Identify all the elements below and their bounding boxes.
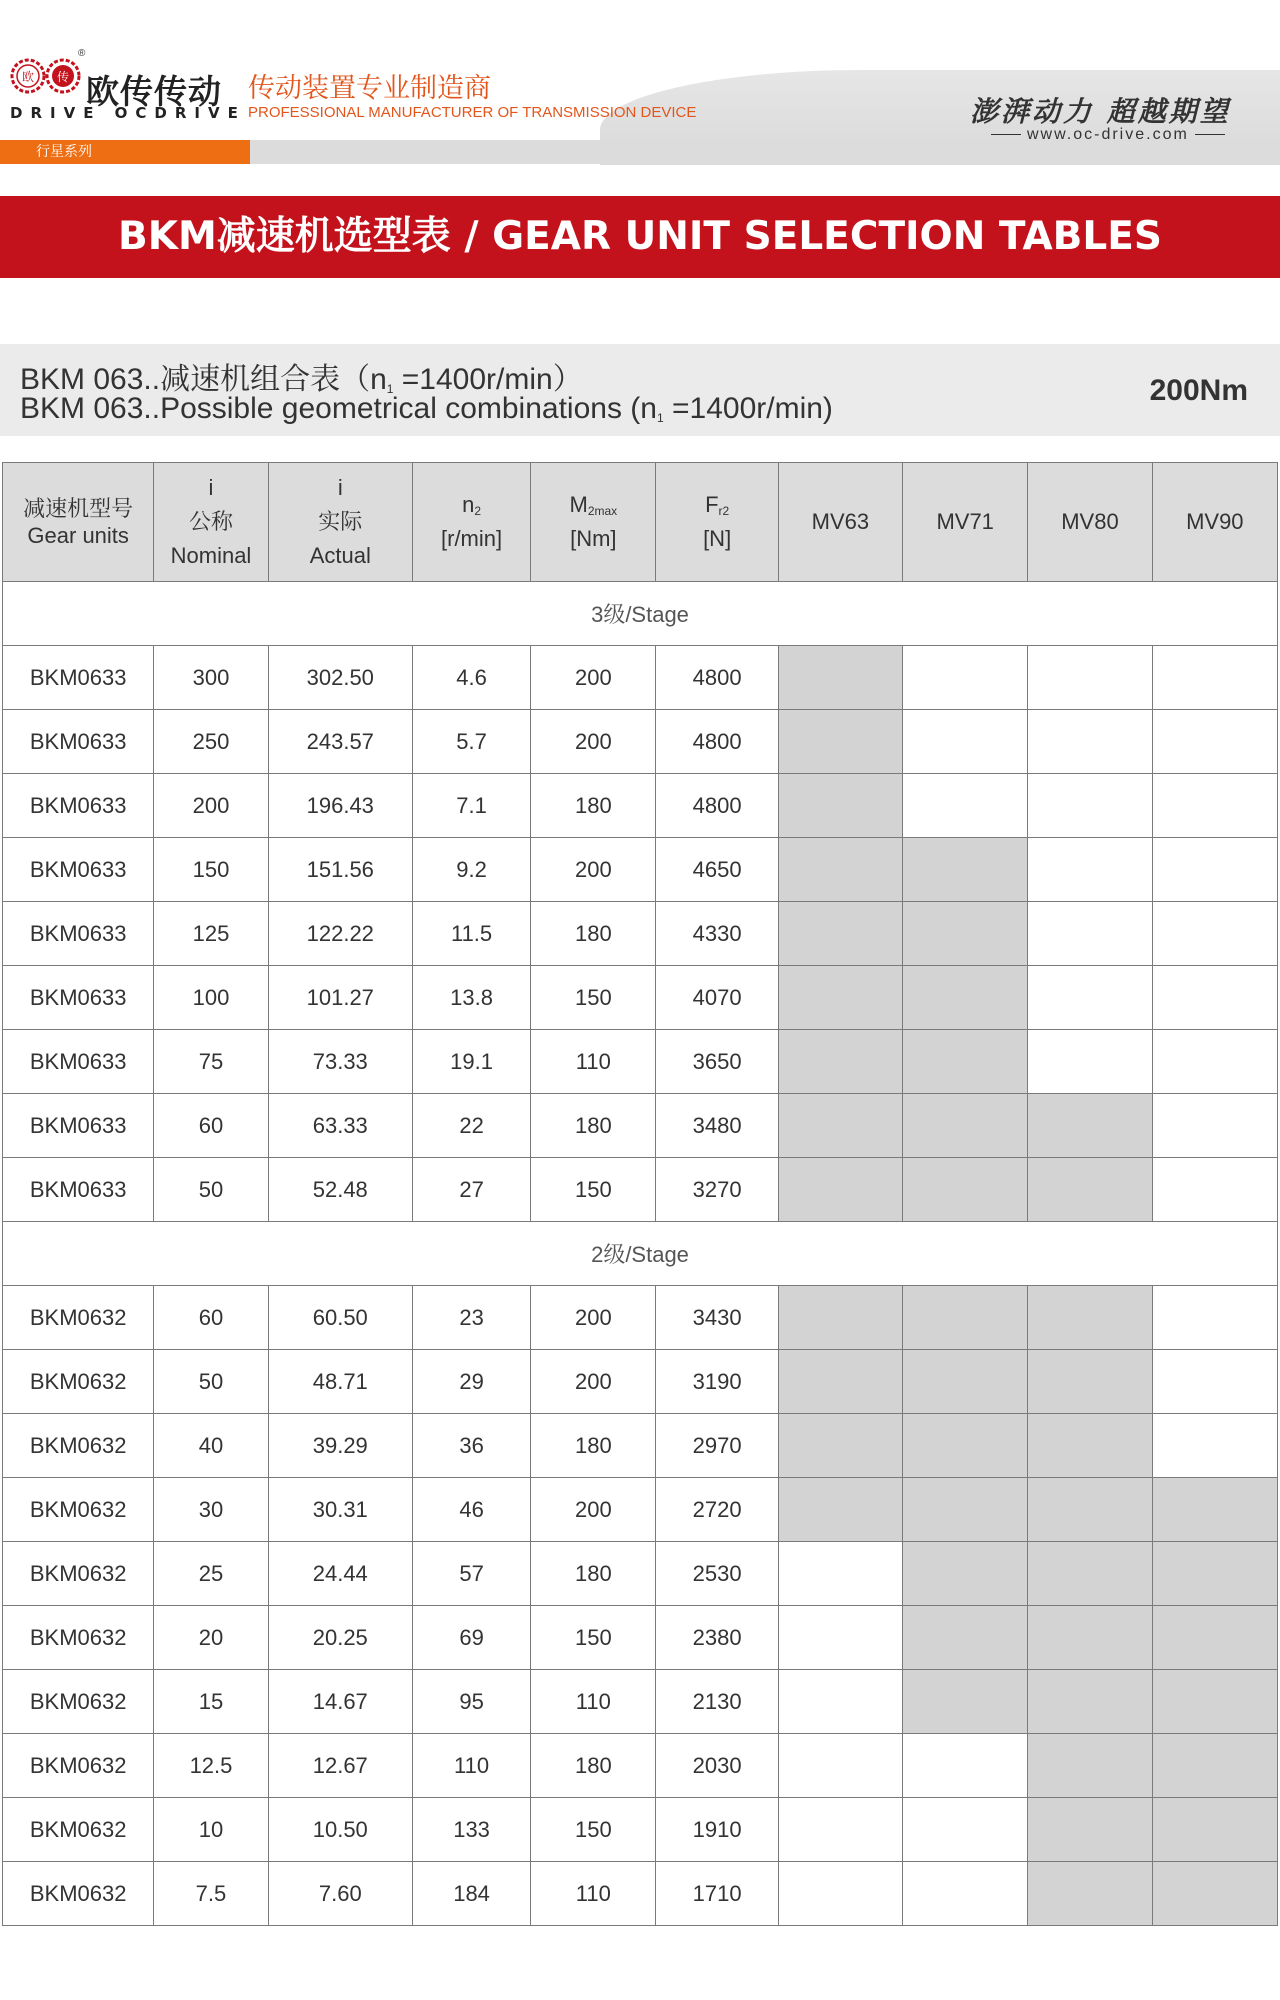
stage-row [3,582,1278,646]
motor-compat-cell [1152,1158,1277,1222]
table-row [3,1798,1278,1862]
page-header [0,0,1280,165]
cell-actual: 30.31 [268,1478,412,1542]
cell-fr: 3430 [656,1286,778,1350]
cell-fr: 4330 [656,902,778,966]
cell-fr: 2130 [656,1670,778,1734]
cell-fr: 4800 [656,710,778,774]
cell-unit: BKM0632 [3,1286,154,1350]
registered-mark: ® [78,48,86,59]
cell-unit: BKM0632 [3,1350,154,1414]
cell-unit: BKM0632 [3,1670,154,1734]
cell-unit: BKM0633 [3,1158,154,1222]
cell-actual: 10.50 [268,1798,412,1862]
header-nominal-en: Nominal [170,543,252,569]
cell-actual: 151.56 [268,838,412,902]
cell-unit: BKM0633 [3,1094,154,1158]
table-row [3,1286,1278,1350]
motor-compat-cell [778,1670,902,1734]
cell-n2: 133 [412,1798,530,1862]
motor-compat-cell [1152,710,1277,774]
cell-nominal: 40 [154,1414,268,1478]
motor-compat-cell [903,774,1028,838]
header-fr-unit: [N] [703,526,732,551]
cell-n2: 23 [412,1286,530,1350]
table-row [3,1414,1278,1478]
company-logo-icon [8,52,84,104]
motor-compat-cell [778,1286,902,1350]
header-motor-mv90: MV90 [1152,463,1277,582]
header-m2-sub: 2max [587,503,618,518]
motor-compat-cell [903,838,1028,902]
cell-n2: 36 [412,1414,530,1478]
header-motor-mv80: MV80 [1028,463,1152,582]
header-radial-load [656,463,778,582]
cell-nominal: 60 [154,1094,268,1158]
cell-m2: 180 [531,1414,656,1478]
logo-glyph-left: 欧 [21,70,35,84]
page-title: BKM减速机选型表 / GEAR UNIT SELECTION TABLES [0,196,1280,278]
header-m2-symbol: M [569,491,588,517]
cell-n2: 4.6 [412,646,530,710]
brand-name-en: DRIVE OCDRIVE [10,104,246,122]
website-text: www.oc-drive.com [1027,126,1189,143]
cell-nominal: 150 [154,838,268,902]
motor-compat-cell [1152,774,1277,838]
brand-name-cn: 欧传传动 [86,72,222,111]
cell-n2: 22 [412,1094,530,1158]
slogan-cn: 传动装置专业制造商 [248,73,491,104]
cell-actual: 60.50 [268,1286,412,1350]
motor-compat-cell [1152,902,1277,966]
cell-fr: 2970 [656,1414,778,1478]
header-actual-en: Actual [309,543,371,569]
cell-fr: 3270 [656,1158,778,1222]
motor-compat-cell [1028,1542,1152,1606]
cell-nominal: 100 [154,966,268,1030]
motor-compat-cell [778,1606,902,1670]
cell-m2: 180 [531,1734,656,1798]
motor-compat-cell [1028,1094,1152,1158]
motor-compat-cell [1028,1414,1152,1478]
motor-compat-cell [778,1478,902,1542]
motor-compat-cell [778,774,902,838]
cell-m2: 200 [531,1478,656,1542]
cell-unit: BKM0633 [3,838,154,902]
cell-n2: 57 [412,1542,530,1606]
cell-m2: 150 [531,1158,656,1222]
subheader-en-post: =1400r/min) [663,392,833,425]
motor-compat-cell [778,838,902,902]
cell-fr: 1710 [656,1862,778,1926]
motor-compat-cell [903,1734,1028,1798]
selection-table [2,462,1278,1926]
motor-compat-cell [1152,1542,1277,1606]
cell-actual: 39.29 [268,1414,412,1478]
company-motto: 澎湃动力 超越期望 [970,95,1231,128]
cell-fr: 4070 [656,966,778,1030]
motor-compat-cell [903,1606,1028,1670]
cell-n2: 19.1 [412,1030,530,1094]
cell-n2: 69 [412,1606,530,1670]
cell-nominal: 20 [154,1606,268,1670]
stage-2-label: 2级/Stage [3,1222,1278,1286]
header-motor-mv63: MV63 [778,463,902,582]
torque-rating: 200Nm [1149,374,1248,407]
cell-m2: 180 [531,774,656,838]
cell-m2: 200 [531,1286,656,1350]
motor-compat-cell [1028,1862,1152,1926]
motor-compat-cell [1028,1478,1152,1542]
cell-unit: BKM0632 [3,1414,154,1478]
stage-row [3,1222,1278,1286]
table-row [3,1542,1278,1606]
header-output-torque [531,463,656,582]
cell-n2: 46 [412,1478,530,1542]
cell-fr: 3650 [656,1030,778,1094]
cell-m2: 200 [531,710,656,774]
motor-compat-cell [778,1734,902,1798]
cell-n2: 184 [412,1862,530,1926]
motor-compat-cell [903,902,1028,966]
header-actual-cn: 实际 [318,508,363,534]
motor-compat-cell [903,646,1028,710]
cell-nominal: 250 [154,710,268,774]
cell-unit: BKM0632 [3,1606,154,1670]
header-m2-label [531,488,655,522]
motor-compat-cell [903,1798,1028,1862]
cell-actual: 12.67 [268,1734,412,1798]
cell-n2: 29 [412,1350,530,1414]
header-nominal-cn: 公称 [188,508,233,534]
header-output-speed [412,463,530,582]
cell-fr: 4650 [656,838,778,902]
motor-compat-cell [1152,966,1277,1030]
motor-compat-cell [778,1158,902,1222]
header-ratio-nominal [154,463,268,582]
cell-unit: BKM0632 [3,1478,154,1542]
cell-unit: BKM0632 [3,1734,154,1798]
motor-compat-cell [1152,1478,1277,1542]
cell-fr: 4800 [656,646,778,710]
cell-unit: BKM0633 [3,966,154,1030]
cell-actual: 196.43 [268,774,412,838]
cell-m2: 110 [531,1862,656,1926]
header-m2-unit: [Nm] [570,526,617,551]
table-body [3,582,1278,1926]
logo-glyph-right: 传 [56,70,70,84]
cell-fr: 3190 [656,1350,778,1414]
header-ratio-actual [268,463,412,582]
motor-compat-cell [903,1670,1028,1734]
table-row [3,838,1278,902]
subheader-cn-post: =1400r/min） [393,363,583,396]
motor-compat-cell [1152,1606,1277,1670]
header-gear-units [3,463,154,582]
motor-compat-cell [1028,1734,1152,1798]
website-link[interactable] [985,126,1231,144]
motor-compat-cell [1152,1414,1277,1478]
header-fr-symbol: F [705,491,719,517]
cell-nominal: 50 [154,1158,268,1222]
cell-unit: BKM0633 [3,646,154,710]
motor-compat-cell [1152,1350,1277,1414]
motor-compat-cell [1152,1094,1277,1158]
cell-actual: 14.67 [268,1670,412,1734]
cell-nominal: 10 [154,1798,268,1862]
cell-actual: 101.27 [268,966,412,1030]
motor-compat-cell [903,1478,1028,1542]
header-fr-label [656,488,777,522]
table-row [3,1350,1278,1414]
motor-compat-cell [1028,710,1152,774]
cell-nominal: 15 [154,1670,268,1734]
table-header-row [3,463,1278,582]
motor-compat-cell [903,1030,1028,1094]
header-gear-units-cn: 减速机型号 [23,495,134,521]
motor-compat-cell [1028,1158,1152,1222]
table-row [3,1670,1278,1734]
table-row [3,1478,1278,1542]
cell-n2: 27 [412,1158,530,1222]
cell-m2: 200 [531,1350,656,1414]
table-row [3,710,1278,774]
cell-fr: 3480 [656,1094,778,1158]
motor-compat-cell [1028,902,1152,966]
table-row [3,1862,1278,1926]
motor-compat-cell [1028,1606,1152,1670]
cell-fr: 4800 [656,774,778,838]
cell-nominal: 300 [154,646,268,710]
cell-m2: 180 [531,902,656,966]
motor-compat-cell [1028,1030,1152,1094]
cell-n2: 13.8 [412,966,530,1030]
motor-compat-cell [1152,1670,1277,1734]
cell-actual: 122.22 [268,902,412,966]
motor-compat-cell [1152,1798,1277,1862]
series-tab[interactable]: 行星系列 [0,140,250,164]
motor-compat-cell [903,1158,1028,1222]
cell-actual: 48.71 [268,1350,412,1414]
cell-m2: 180 [531,1542,656,1606]
subheader-en-pre: BKM 063..Possible geometrical combinations (n [20,392,657,425]
cell-n2: 7.1 [412,774,530,838]
motor-compat-cell [778,710,902,774]
subheader-cn-sub: 1 [386,382,394,396]
cell-n2: 5.7 [412,710,530,774]
motor-compat-cell [1152,1030,1277,1094]
cell-n2: 110 [412,1734,530,1798]
motor-compat-cell [903,1286,1028,1350]
cell-actual: 7.60 [268,1862,412,1926]
cell-m2: 180 [531,1094,656,1158]
motor-compat-cell [778,1542,902,1606]
motor-compat-cell [1028,1350,1152,1414]
cell-nominal: 60 [154,1286,268,1350]
motor-compat-cell [1028,1798,1152,1862]
table-row [3,1734,1278,1798]
motor-compat-cell [778,1798,902,1862]
motor-compat-cell [1152,1862,1277,1926]
motor-compat-cell [778,1414,902,1478]
cell-nominal: 75 [154,1030,268,1094]
cell-nominal: 25 [154,1542,268,1606]
header-fr-sub: r2 [718,503,730,518]
cell-nominal: 200 [154,774,268,838]
table-row [3,1030,1278,1094]
cell-n2: 9.2 [412,838,530,902]
cell-fr: 2030 [656,1734,778,1798]
cell-m2: 110 [531,1670,656,1734]
motor-compat-cell [778,646,902,710]
cell-n2: 95 [412,1670,530,1734]
motor-compat-cell [1028,1670,1152,1734]
cell-m2: 110 [531,1030,656,1094]
cell-fr: 2380 [656,1606,778,1670]
table-row [3,902,1278,966]
motor-compat-cell [778,966,902,1030]
cell-m2: 200 [531,838,656,902]
header-motor-mv71: MV71 [903,463,1028,582]
table-row [3,966,1278,1030]
table-row [3,646,1278,710]
cell-nominal: 30 [154,1478,268,1542]
motor-compat-cell [903,710,1028,774]
cell-fr: 2720 [656,1478,778,1542]
cell-actual: 302.50 [268,646,412,710]
header-i-symbol: i [337,474,343,500]
cell-fr: 1910 [656,1798,778,1862]
motor-compat-cell [1152,1286,1277,1350]
table-row [3,1094,1278,1158]
header-n2-symbol: n [462,491,475,517]
cell-actual: 243.57 [268,710,412,774]
table-row [3,1606,1278,1670]
cell-unit: BKM0632 [3,1798,154,1862]
motor-compat-cell [1028,1286,1152,1350]
motor-compat-cell [778,902,902,966]
table-row [3,1158,1278,1222]
header-n2-label [413,488,530,522]
cell-actual: 20.25 [268,1606,412,1670]
motor-compat-cell [778,1094,902,1158]
header-i-symbol: i [208,474,214,500]
header-gear-units-en: Gear units [27,523,129,548]
cell-fr: 2530 [656,1542,778,1606]
subheader-cn-pre: BKM 063..减速机组合表（n [20,363,387,396]
cell-actual: 52.48 [268,1158,412,1222]
motor-compat-cell [778,1350,902,1414]
cell-unit: BKM0632 [3,1542,154,1606]
motor-compat-cell [903,1094,1028,1158]
motor-compat-cell [903,1350,1028,1414]
cell-actual: 73.33 [268,1030,412,1094]
motor-compat-cell [903,1862,1028,1926]
header-n2-unit: [r/min] [441,526,503,551]
motor-compat-cell [1028,646,1152,710]
cell-m2: 150 [531,1606,656,1670]
motor-compat-cell [1152,646,1277,710]
cell-unit: BKM0633 [3,774,154,838]
subheader-line-en [20,392,833,426]
cell-unit: BKM0633 [3,902,154,966]
cell-actual: 63.33 [268,1094,412,1158]
cell-n2: 11.5 [412,902,530,966]
motor-compat-cell [903,1414,1028,1478]
cell-m2: 200 [531,646,656,710]
stage-3-label: 3级/Stage [3,582,1278,646]
motor-compat-cell [1028,966,1152,1030]
cell-m2: 150 [531,1798,656,1862]
cell-actual: 24.44 [268,1542,412,1606]
subheader-en-sub: 1 [656,411,664,425]
cell-nominal: 7.5 [154,1862,268,1926]
motor-compat-cell [778,1030,902,1094]
cell-nominal: 125 [154,902,268,966]
header-n2-sub: 2 [474,503,482,518]
motor-compat-cell [1028,838,1152,902]
motor-compat-cell [778,1862,902,1926]
motor-compat-cell [1152,838,1277,902]
motor-compat-cell [903,1542,1028,1606]
cell-unit: BKM0632 [3,1862,154,1926]
cell-nominal: 12.5 [154,1734,268,1798]
table-subheader [0,344,1280,436]
cell-unit: BKM0633 [3,710,154,774]
cell-nominal: 50 [154,1350,268,1414]
table-row [3,774,1278,838]
cell-unit: BKM0633 [3,1030,154,1094]
cell-m2: 150 [531,966,656,1030]
motor-compat-cell [1028,774,1152,838]
slogan-en: PROFESSIONAL MANUFACTURER OF TRANSMISSION DEVICE [248,104,697,121]
motor-compat-cell [1152,1734,1277,1798]
motor-compat-cell [903,966,1028,1030]
